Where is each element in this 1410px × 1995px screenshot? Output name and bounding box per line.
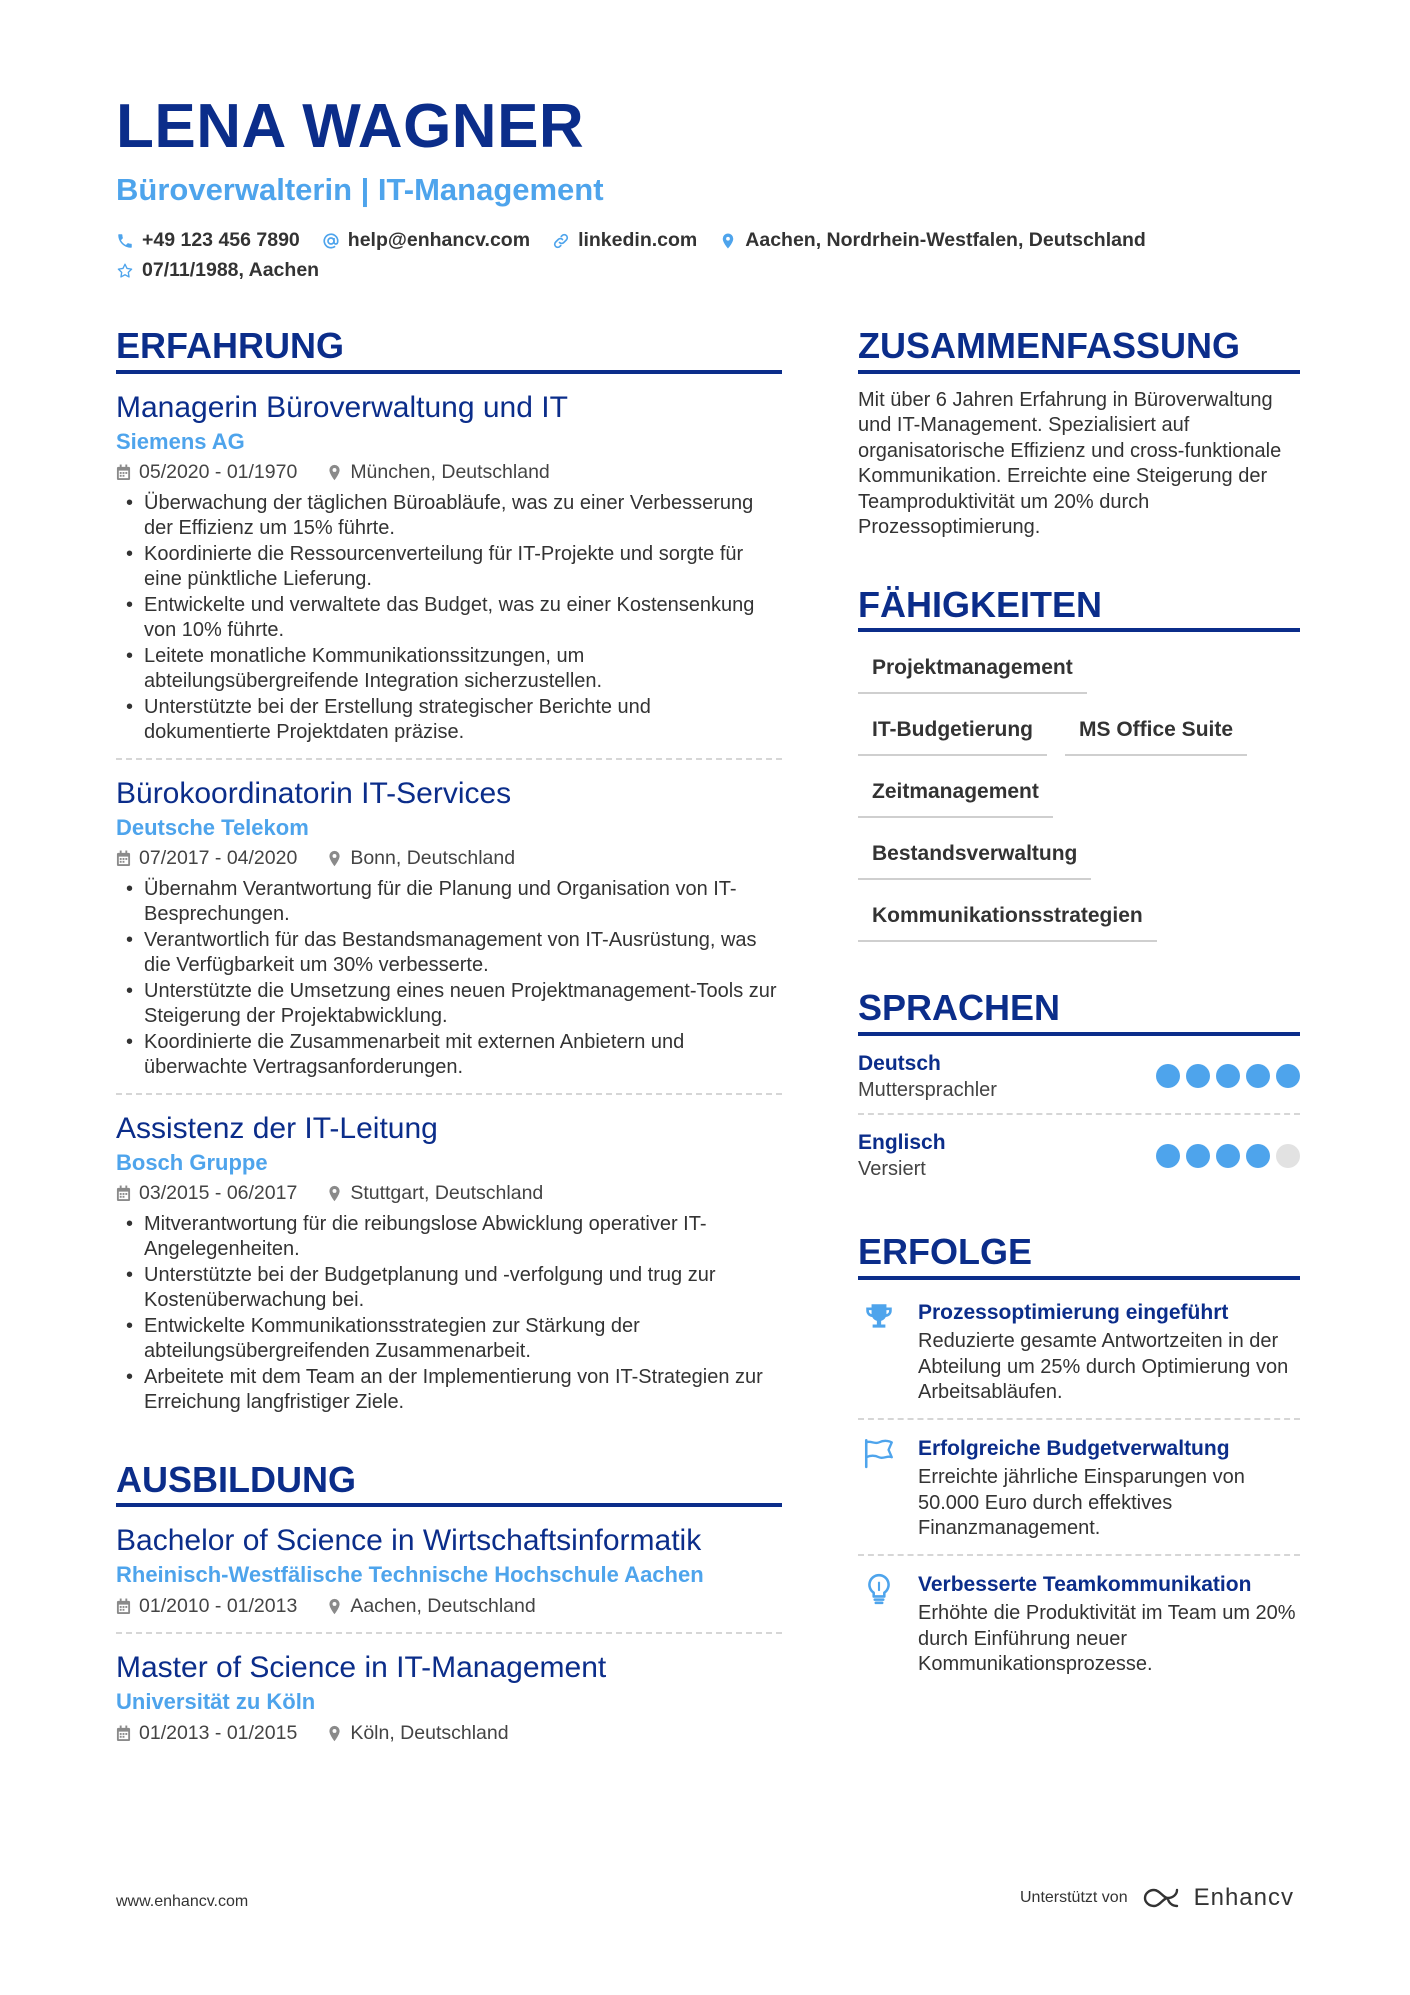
contact-email[interactable] bbox=[322, 229, 530, 252]
skills-heading: FÄHIGKEITEN bbox=[858, 585, 1300, 633]
language-rating bbox=[1150, 1064, 1300, 1088]
calendar-icon bbox=[116, 1725, 131, 1742]
flag-icon bbox=[862, 1436, 896, 1470]
calendar-icon bbox=[116, 1185, 131, 1202]
phone-icon bbox=[116, 232, 134, 250]
job-dates: 05/2020 - 01/1970 bbox=[139, 461, 298, 484]
footer-branding bbox=[1020, 1884, 1294, 1912]
experience-heading: ERFAHRUNG bbox=[116, 326, 782, 374]
calendar-icon bbox=[116, 850, 131, 867]
achievements-heading: ERFOLGE bbox=[858, 1232, 1300, 1280]
location-pin-icon bbox=[327, 464, 342, 481]
education-dates: 01/2013 - 01/2015 bbox=[139, 1721, 298, 1744]
bullet: • Koordinierte die Ressourcenverteilung für IT-Projekte und sorgte für eine pünktliche Lieferung. bbox=[116, 542, 782, 593]
job-title: Managerin Büroverwaltung und IT bbox=[116, 390, 568, 424]
degree-title: Master of Science in IT-Management bbox=[116, 1651, 607, 1685]
job-company: Bosch Gruppe bbox=[116, 1149, 268, 1175]
achievement-entry bbox=[858, 1418, 1300, 1554]
job-entry bbox=[116, 374, 782, 760]
contact-row-2 bbox=[116, 259, 341, 282]
bullet: • Leitete monatliche Kommunikationssitzungen, um abteilungsübergreifende Integration sicherzustellen. bbox=[116, 644, 782, 695]
birth-text: 07/11/1988, Aachen bbox=[142, 259, 320, 281]
star-icon bbox=[116, 262, 134, 280]
right-column bbox=[858, 326, 1300, 1690]
bullet: • Arbeitete mit dem Team an der Implementierung von IT-Strategien zur Erreichung langfristiger Ziele. bbox=[116, 1365, 782, 1416]
footer-website[interactable]: www.enhancv.com bbox=[116, 1893, 249, 1910]
bullet: • Verantwortlich für das Bestandsmanagement von IT-Ausrüstung, was die Verfügbarkeit um 30% verbesserte. bbox=[116, 928, 782, 979]
achievement-text: Reduzierte gesamte Antwortzeiten in der Abteilung um 25% durch Optimierung von Arbeitsabläufen. bbox=[918, 1330, 1289, 1404]
languages-heading: SPRACHEN bbox=[858, 988, 1300, 1036]
summary-text: Mit über 6 Jahren Erfahrung in Büroverwaltung und IT-Management. Spezialisiert auf organisatorische Effizienz und cross-funktionale Kommunikation. Erreichte eine Steigerung der Teamproduktivität um 20% durch Prozessoptimierung. bbox=[858, 388, 1282, 539]
location-pin-icon bbox=[327, 1725, 342, 1742]
brand-name: Enhancv bbox=[1193, 1884, 1294, 1911]
contact-location bbox=[719, 229, 1146, 252]
language-name: Deutsch bbox=[858, 1051, 941, 1075]
trophy-icon bbox=[862, 1300, 896, 1334]
powered-by-text: Unterstützt von bbox=[1019, 1889, 1128, 1906]
candidate-title: Büroverwalterin | IT-Management bbox=[116, 172, 604, 207]
job-title: Assistenz der IT-Leitung bbox=[116, 1111, 438, 1145]
skill-tag: Bestandsverwaltung bbox=[858, 832, 1091, 880]
rating-dot-filled bbox=[1216, 1064, 1240, 1088]
lightbulb-icon bbox=[862, 1572, 896, 1606]
language-entry bbox=[858, 1113, 1300, 1192]
achievement-entry bbox=[858, 1554, 1300, 1690]
achievement-title: Verbesserte Teamkommunikation bbox=[918, 1572, 1252, 1596]
rating-dot-filled bbox=[1186, 1064, 1210, 1088]
education-heading: AUSBILDUNG bbox=[116, 1460, 782, 1508]
calendar-icon bbox=[116, 464, 131, 481]
summary-heading: ZUSAMMENFASSUNG bbox=[858, 326, 1300, 374]
language-name: Englisch bbox=[858, 1131, 946, 1155]
bullet: • Übernahm Verantwortung für die Planung und Organisation von IT-Besprechungen. bbox=[116, 877, 782, 928]
location-pin-icon bbox=[719, 232, 737, 250]
education-meta bbox=[116, 1718, 782, 1749]
skill-tag: Zeitmanagement bbox=[858, 770, 1053, 818]
achievement-text: Erreichte jährliche Einsparungen von 50.000 Euro durch effektives Finanzmanagement. bbox=[918, 1466, 1245, 1540]
rating-dot-filled bbox=[1246, 1064, 1270, 1088]
location-text: Aachen, Nordrhein-Westfalen, Deutschland bbox=[745, 229, 1146, 251]
rating-dot-filled bbox=[1216, 1144, 1240, 1168]
bullet: • Entwickelte Kommunikationsstrategien zur Stärkung der abteilungsübergreifenden Zusammenarbeit. bbox=[116, 1314, 782, 1365]
education-entry bbox=[116, 1634, 782, 1749]
link-icon bbox=[552, 232, 570, 250]
contact-birth bbox=[116, 259, 319, 282]
calendar-icon bbox=[116, 1598, 131, 1615]
rating-dot-filled bbox=[1186, 1144, 1210, 1168]
job-bullets bbox=[116, 1212, 782, 1416]
job-location: Stuttgart, Deutschland bbox=[350, 1182, 544, 1205]
skill-tag: MS Office Suite bbox=[1065, 708, 1247, 756]
education-location: Köln, Deutschland bbox=[350, 1721, 509, 1744]
rating-dot-filled bbox=[1156, 1064, 1180, 1088]
contact-row bbox=[116, 229, 1168, 252]
language-level: Muttersprachler bbox=[858, 1079, 997, 1102]
achievements-list bbox=[858, 1280, 1300, 1690]
skill-tag: IT-Budgetierung bbox=[858, 708, 1047, 756]
email-text: help@enhancv.com bbox=[347, 229, 531, 251]
bullet: • Unterstützte bei der Erstellung strategischer Berichte und dokumentierte Projektdaten präzise. bbox=[116, 695, 782, 746]
bullet: • Mitverantwortung für die reibungslose Abwicklung operativer IT-Angelegenheiten. bbox=[116, 1212, 782, 1263]
language-rating bbox=[1150, 1144, 1300, 1168]
rating-dot-filled bbox=[1246, 1144, 1270, 1168]
job-entry bbox=[116, 760, 782, 1095]
bullet: • Unterstützte die Umsetzung eines neuen Projektmanagement-Tools zur Steigerung der Projektabwicklung. bbox=[116, 979, 782, 1030]
achievement-entry bbox=[858, 1284, 1300, 1418]
candidate-name: LENA WAGNER bbox=[116, 92, 585, 161]
location-pin-icon bbox=[327, 1185, 342, 1202]
job-location: München, Deutschland bbox=[350, 461, 550, 484]
bullet: • Koordinierte die Zusammenarbeit mit externen Anbietern und überwachte Vertragsanforderungen. bbox=[116, 1030, 782, 1081]
rating-dot-filled bbox=[1276, 1064, 1300, 1088]
job-company: Deutsche Telekom bbox=[116, 814, 309, 840]
phone-text: +49 123 456 7890 bbox=[142, 229, 300, 251]
job-location: Bonn, Deutschland bbox=[350, 847, 516, 870]
school-name: Rheinisch-Westfälische Technische Hochschule Aachen bbox=[116, 1562, 704, 1588]
job-meta bbox=[116, 843, 782, 874]
job-dates: 07/2017 - 04/2020 bbox=[139, 847, 298, 870]
contact-linkedin[interactable] bbox=[552, 229, 697, 252]
enhancv-logo-icon bbox=[1140, 1884, 1186, 1912]
language-level: Versiert bbox=[858, 1158, 926, 1181]
job-dates: 03/2015 - 06/2017 bbox=[139, 1182, 298, 1205]
job-meta bbox=[116, 1178, 782, 1209]
contact-phone[interactable] bbox=[116, 229, 300, 252]
bullet: • Überwachung der täglichen Büroabläufe, was zu einer Verbesserung der Effizienz um 15% führte. bbox=[116, 491, 782, 542]
job-company: Siemens AG bbox=[116, 428, 245, 454]
job-bullets bbox=[116, 877, 782, 1081]
skill-tag: Projektmanagement bbox=[858, 646, 1087, 694]
skill-tag: Kommunikationsstrategien bbox=[858, 894, 1157, 942]
language-entry bbox=[858, 1036, 1300, 1113]
education-meta bbox=[116, 1591, 782, 1622]
job-bullets bbox=[116, 491, 782, 746]
rating-dot-filled bbox=[1156, 1144, 1180, 1168]
bullet: • Unterstützte bei der Budgetplanung und -verfolgung und trug zur Kostenüberwachung bei. bbox=[116, 1263, 782, 1314]
linkedin-text: linkedin.com bbox=[578, 229, 698, 251]
location-pin-icon bbox=[327, 850, 342, 867]
job-entry bbox=[116, 1095, 782, 1416]
achievement-title: Prozessoptimierung eingeführt bbox=[918, 1300, 1229, 1324]
location-pin-icon bbox=[327, 1598, 342, 1615]
achievement-text: Erhöhte die Produktivität im Team um 20% durch Einführung neuer Kommunikationsprozesse. bbox=[918, 1602, 1296, 1676]
degree-title: Bachelor of Science in Wirtschaftsinformatik bbox=[116, 1524, 702, 1558]
at-icon bbox=[322, 232, 340, 250]
rating-dot-empty bbox=[1276, 1144, 1300, 1168]
languages-list bbox=[858, 1036, 1300, 1193]
education-entry bbox=[116, 1507, 782, 1634]
job-title: Bürokoordinatorin IT-Services bbox=[116, 776, 512, 810]
education-dates: 01/2010 - 01/2013 bbox=[139, 1594, 298, 1617]
bullet: • Entwickelte und verwaltete das Budget, was zu einer Kostensenkung von 10% führte. bbox=[116, 593, 782, 644]
education-location: Aachen, Deutschland bbox=[350, 1594, 536, 1617]
left-column bbox=[116, 326, 782, 1749]
school-name: Universität zu Köln bbox=[116, 1689, 316, 1715]
achievement-title: Erfolgreiche Budgetverwaltung bbox=[918, 1436, 1230, 1460]
skills-list bbox=[858, 646, 1300, 956]
job-meta bbox=[116, 457, 782, 488]
